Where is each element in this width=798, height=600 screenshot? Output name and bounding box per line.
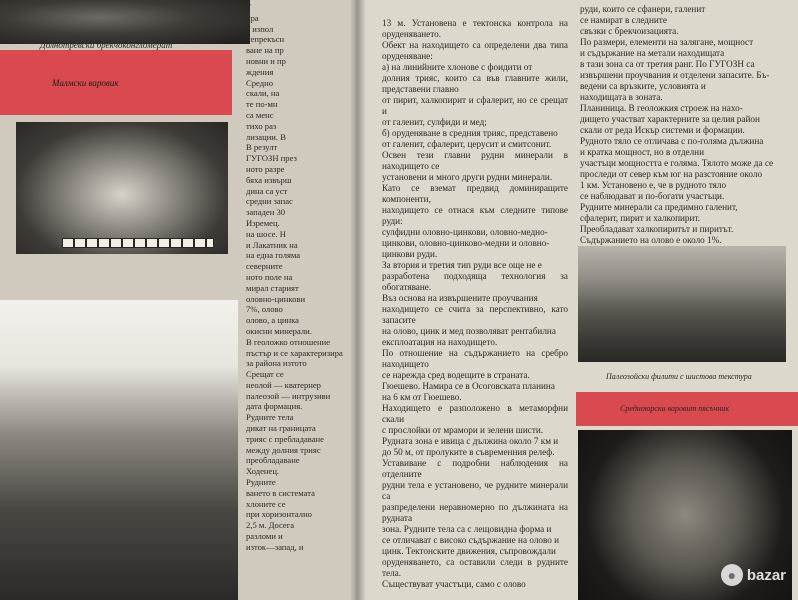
- left-text-line-29: олово, а цинка: [246, 315, 299, 326]
- right-col1-line-27: Рудната зона е ивица с дължина около 7 км и: [382, 436, 559, 446]
- left-text-line-6: ждения: [246, 66, 274, 77]
- left-text-line-30: окисни минерали.: [246, 325, 312, 336]
- left-text-line-28: 7%, олово: [246, 304, 283, 315]
- caption-malm-limestone: Малмски варовик: [52, 78, 119, 88]
- left-text-column: [246, 2, 350, 598]
- left-text-line-33: за района изтото: [246, 358, 307, 369]
- photo-phyllite-landscape: [578, 246, 786, 362]
- right-col1-line-24: на 6 км от Гюешево.: [382, 392, 462, 402]
- left-text-line-39: дикат на границата: [246, 423, 316, 434]
- right-col1-line-19: на олово, цинк и мед позволяват рентабилна: [382, 326, 556, 336]
- right-col2-line-9: Планиница. В геоложкия строеж на нахо-: [580, 103, 743, 113]
- right-col2-line-15: проследи от север към юг на разстояние около: [580, 169, 763, 179]
- right-col1-line-14: цинкови руди.: [382, 249, 438, 259]
- scale-ruler: [62, 238, 214, 248]
- right-col1-line-34: цинк. Тектонските движения, съпровождали: [382, 546, 556, 556]
- right-col1-line-22: се нарежда сред водещите в страната.: [382, 370, 530, 380]
- right-col1-line-21: По отношение на съдържанието на сребро находището: [382, 348, 568, 369]
- book-gutter: [350, 0, 366, 600]
- right-col1-line-28: до 50 м, от пролуките в съвременния релеф.: [382, 447, 555, 457]
- left-text-line-42: преобладаване: [246, 455, 300, 466]
- left-text-line-14: ГУГОЗН през: [246, 153, 297, 164]
- left-column-body: [246, 2, 350, 553]
- right-col1-line-23: Гюешево. Намира се в Осоговската планина: [382, 381, 555, 391]
- left-text-line-31: В геоложко отношение: [246, 336, 331, 347]
- left-text-line-49: разломи и: [246, 531, 283, 542]
- right-col2-line-12: Рудното тяло се отличава с по-голяма дължина: [580, 136, 764, 146]
- left-text-line-48: 2,5 м. Досега: [246, 520, 295, 531]
- left-text-line-50: изток—запад, и: [246, 541, 304, 552]
- caption-sandstone: Средноюрски варовит пясъчник: [620, 404, 730, 413]
- photo-limestone-specimen: [16, 122, 228, 254]
- right-col2-line-21: Съдържанието на олово е около 1%.: [580, 235, 722, 245]
- bazar-logo-icon: ●: [721, 564, 743, 586]
- right-col1-line-17: Въз основа на извършените проучвания: [382, 293, 538, 303]
- left-text-line-16: бяха извърш: [246, 174, 292, 185]
- right-col2-line-17: се наблюдават и по-богати участъци.: [580, 191, 725, 201]
- left-text-line-36: палеозой — интрузиви: [246, 390, 331, 401]
- left-page: [0, 0, 358, 600]
- right-col1-line-18: находището се счита за перспективно, като запасите: [382, 304, 568, 325]
- right-col2-line-6: извършени проучвания и отделени запасите. Бъ-: [580, 70, 770, 80]
- left-text-line-7: Средно: [246, 77, 273, 88]
- left-text-line-0: Т: [246, 2, 252, 12]
- right-col2-line-0: руди, които се сфанери, галенит: [580, 4, 706, 14]
- right-col2-line-1: се намират в следните: [580, 15, 667, 25]
- left-text-line-22: и Лакатник на: [246, 239, 298, 250]
- left-text-line-41: между долния трияс: [246, 444, 321, 455]
- left-text-line-12: лизации. В: [246, 131, 286, 142]
- left-text-line-47: при хоризонтално: [246, 509, 312, 520]
- left-text-line-38: Рудните тела: [246, 412, 294, 423]
- caption-phyllite: Палеозойски филити с шистова текстура: [606, 372, 752, 381]
- left-text-line-34: Срещат се: [246, 369, 284, 380]
- left-text-line-46: хлоните се: [246, 498, 286, 509]
- right-col2-line-2: свъзки с брекчоизацията.: [580, 26, 679, 36]
- right-col1-line-2: а) на линийните хлонове с фоидити от: [382, 62, 533, 72]
- right-col1-line-4: от пирит, халкопирит и сфалерит, но се срещат и: [382, 95, 568, 116]
- right-col1-line-25: Находището е разположено в метаморфни скали: [382, 403, 568, 424]
- left-text-line-17: дина са уст: [246, 185, 288, 196]
- left-text-line-27: оловно-цинкови: [246, 293, 306, 304]
- right-col1-line-29: Уставиване с подробни наблюдения на отделните: [382, 458, 568, 479]
- right-col1-line-32: зона. Рудните тела са с лещовидна форма и: [382, 524, 552, 534]
- left-text-line-24: северните: [246, 261, 283, 272]
- right-col1-line-31: разпределени неравномерно по дължината на рудната: [382, 502, 568, 523]
- right-col1-line-8: Освен тези главни рудни минерали в находището се: [382, 150, 568, 171]
- right-col2-line-3: По размери, елементи на залягане, мощност: [580, 37, 754, 47]
- left-text-line-11: тихо раз: [246, 120, 277, 131]
- right-col1-line-0: 13 м. Установена е тектонска контрола на оруденяването.: [382, 18, 568, 39]
- left-text-line-44: Рудните: [246, 477, 276, 488]
- right-col2-line-5: в тази зона са от третия ранг. По ГУГОЗН са: [580, 59, 755, 69]
- right-col1-line-20: експлоатация на находището.: [382, 337, 498, 347]
- right-col2-line-19: сфалерит, пирит и халкопирит.: [580, 213, 701, 223]
- left-text-line-9: те по-мн: [246, 99, 278, 110]
- right-column-1-body: [382, 18, 568, 590]
- right-col1-line-3: долния трияс, които са във главните жили, представени главно: [382, 73, 568, 94]
- right-col1-line-1: Обект на находището са определени два типа оруденяване:: [382, 40, 568, 61]
- photo-breccia-conglomerate: [0, 0, 250, 44]
- right-col1-line-30: рудни тела е установено, че рудните минерали са: [382, 480, 568, 501]
- right-col2-line-4: и съдържание на метали находищата: [580, 48, 725, 58]
- right-col2-line-18: Рудните минерали са предимно галенит,: [580, 202, 738, 212]
- right-col1-line-7: от галенит, сфалерит, церусит и смитсонит.: [382, 139, 552, 149]
- right-col2-line-8: находищата в зоната.: [580, 92, 663, 102]
- right-col2-line-20: Преобладават халкопиритът и пиритът.: [580, 224, 734, 234]
- left-text-line-26: мирал старият: [246, 282, 299, 293]
- left-text-line-1: пра: [246, 12, 259, 23]
- left-text-line-45: ването в системата: [246, 487, 315, 498]
- bazar-watermark: [721, 564, 786, 586]
- left-text-line-20: Изремец.: [246, 217, 280, 228]
- right-col1-line-26: с прослойки от мрамори и зелени шисти.: [382, 425, 544, 435]
- right-page: [358, 0, 798, 600]
- right-col2-line-10: дището участват характерните за целия район: [580, 114, 760, 124]
- right-col1-line-11: находището се отнася към следните типове руди:: [382, 205, 568, 226]
- left-text-line-23: на една голяма: [246, 250, 301, 261]
- right-col1-line-10: Като се вземат предвид доминиращите компоненти,: [382, 183, 568, 204]
- left-text-line-15: ното разре: [246, 163, 285, 174]
- right-col2-line-16: 1 км. Установено е, че в рудното тяло: [580, 180, 727, 190]
- left-text-line-4: ване на пр: [246, 45, 284, 56]
- left-text-line-18: средни запас: [246, 196, 293, 207]
- left-text-line-10: са менс: [246, 109, 274, 120]
- right-col1-line-35: оруденяването, са оставили следи в рудните тела.: [382, 557, 568, 578]
- left-text-line-13: В резулт: [246, 142, 278, 153]
- right-column-1: [382, 18, 568, 588]
- left-text-line-43: Ходенец.: [246, 466, 280, 477]
- watermark-text: bazar: [746, 566, 786, 584]
- left-text-line-5: новни и пр: [246, 55, 286, 66]
- right-col1-line-13: цинкови, оловно-цинково-медни и оловно-: [382, 238, 550, 248]
- right-col1-line-5: от галенит, сулфиди и мед;: [382, 117, 487, 127]
- left-text-line-40: трияс с пребладаване: [246, 433, 324, 444]
- left-text-line-25: ното поле на: [246, 271, 293, 282]
- right-col1-line-6: б) оруденяване в средния трияс, представено: [382, 128, 558, 138]
- left-text-line-21: на шосе. Н: [246, 228, 286, 239]
- right-col1-line-36: Съществуват участъци, само с олово: [382, 579, 526, 589]
- left-text-line-37: дата формация.: [246, 401, 303, 412]
- right-col1-line-33: се отличават с високо съдържание на олово и: [382, 535, 560, 545]
- right-column-2: [580, 4, 786, 245]
- left-text-line-32: пъстър и се характеризира: [246, 347, 343, 358]
- left-text-line-8: скали, на: [246, 88, 280, 99]
- right-col1-line-12: сулфидни оловно-цинкови, оловно-медно-: [382, 227, 548, 237]
- right-col1-line-15: За втория и третия тип руди все още не е: [382, 260, 542, 270]
- left-text-line-3: непрекъсн: [246, 34, 285, 45]
- right-col2-line-14: участъци мощността е голяма. Тялото може да се: [580, 158, 774, 168]
- right-col2-line-13: и кратка мощност, но в отделни: [580, 147, 705, 157]
- left-text-line-2: в изпол: [246, 23, 274, 34]
- photo-rock-outcrop: [0, 300, 238, 600]
- right-col1-line-16: разработена подходяща технология за обогатяване.: [382, 271, 568, 292]
- right-col2-line-11: скали от реда Искър системи и формации.: [580, 125, 745, 135]
- right-col1-line-9: установени и много други рудни минерали.: [382, 172, 553, 182]
- caption-breccia-conglomerate: Долнотревски брекчоконгломерат: [40, 40, 173, 50]
- right-col2-line-7: ведени са връзките, условията и: [580, 81, 706, 91]
- left-text-line-19: западен 30: [246, 207, 286, 218]
- left-text-line-35: неолой — кватернер: [246, 379, 321, 390]
